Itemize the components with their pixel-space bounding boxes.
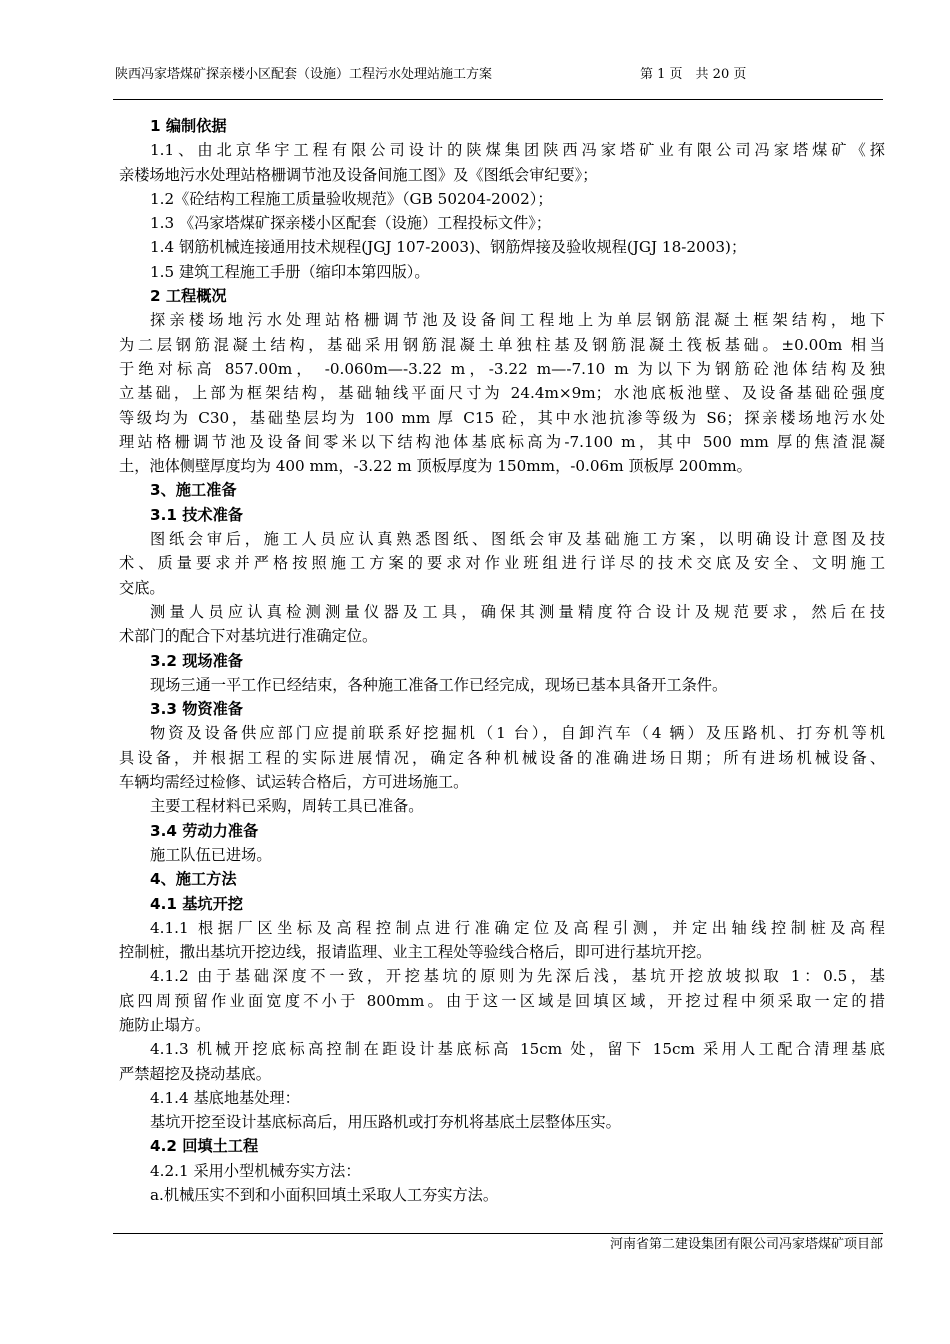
paragraph-continuation-line: 严禁超挖及挠动基底。 [119, 1064, 271, 1083]
section-heading: 1 编制依据 [150, 117, 227, 135]
section-heading: 3.2 现场准备 [150, 651, 243, 670]
paragraph-line: a.机械压实不到和小面积回填土采取人工夯实方法。 [150, 1186, 499, 1205]
paragraph-continuation-line: 车辆均需经过检修、试运转合格后，方可进场施工。 [119, 773, 469, 792]
paragraph-continuation-line: 土，池体侧壁厚度均为 400 mm，-3.22 m 顶板厚度为 150mm，-0.06m 顶板厚 200mm。 [119, 457, 752, 476]
paragraph-line: 1.5 建筑工程施工手册（缩印本第四版）。 [150, 262, 430, 281]
paragraph-continuation-line: 理站格栅调节池及设备间零米以下结构池体基底标高为-7.100 m，其中 500 mm 厚的焦渣混凝 [119, 432, 885, 451]
section-heading: 3.3 物资准备 [150, 700, 243, 719]
paragraph-line: 4.1.1 根据厂区坐标及高程控制点进行准确定位及高程引测，并定出轴线控制桩及高程 [150, 918, 885, 937]
paragraph-line: 4.1.2 由于基础深度不一致，开挖基坑的原则为先深后浅，基坑开挖放坡拟取 1：0.5，基 [150, 967, 885, 986]
paragraph-continuation-line: 施防止塌方。 [119, 1015, 211, 1034]
paragraph-continuation-line: 交底。 [119, 578, 165, 597]
paragraph-line: 4.2.1 采用小型机械夯实方法： [150, 1161, 361, 1180]
paragraph-line: 图纸会审后，施工人员应认真熟悉图纸、图纸会审及基础施工方案，以明确设计意图及技 [150, 530, 885, 549]
footer-rule [113, 1233, 883, 1234]
paragraph-line: 4.1.3 机械开挖底标高控制在距设计基底标高 15cm 处，留下 15cm 采用人工配合清理基底 [150, 1040, 885, 1059]
section-heading: 4.2 回填土工程 [150, 1137, 259, 1156]
section-heading: 3.4 劳动力准备 [150, 821, 259, 840]
section-heading: 2 工程概况 [150, 287, 227, 306]
paragraph-line: 基坑开挖至设计基底标高后，用压路机或打夯机将基底土层整体压实。 [150, 1113, 621, 1132]
paragraph-continuation-line: 具设备，并根据工程的实际进展情况，确定各种机械设备的准确进场日期；所有进场机械设备、 [119, 748, 885, 767]
paragraph-line: 现场三通一平工作已经结束，各种施工准备工作已经完成，现场已基本具备开工条件。 [150, 675, 728, 694]
paragraph-line: 探亲楼场地污水处理站格栅调节池及设备间工程地上为单层钢筋混凝土框架结构，地下 [150, 311, 885, 330]
paragraph-line: 4.1.4 基底地基处理： [150, 1088, 300, 1107]
paragraph-line: 物资及设备供应部门应提前联系好挖掘机（1 台），自卸汽车（4 辆）及压路机、打夯机等机 [150, 724, 885, 743]
paragraph-line: 测量人员应认真检测测量仪器及工具，确保其测量精度符合设计及规范要求，然后在技 [150, 602, 885, 621]
paragraph-continuation-line: 术部门的配合下对基坑进行准确定位。 [119, 627, 378, 646]
paragraph-continuation-line: 立基础，上部为框架结构，基础轴线平面尺寸为 24.4m×9m；水池底板池壁、及设备基础砼强度 [119, 384, 885, 403]
section-heading: 4、施工方法 [150, 870, 237, 889]
paragraph-continuation-line: 控制桩，撒出基坑开挖边线，报请监理、业主工程处等验线合格后，即可进行基坑开挖。 [119, 943, 712, 962]
paragraph-continuation-line: 于绝对标高 857.00m， -0.060m—-3.22 m，-3.22 m—-7.10 m 为以下为钢筋砼池体结构及独 [119, 359, 885, 378]
page-header [113, 66, 883, 88]
header-rule [113, 99, 883, 100]
page-number: 第 1 页 共 20 页 [640, 67, 747, 82]
paragraph-line: 1.3 《冯家塔煤矿探亲楼小区配套（设施）工程投标文件》； [150, 214, 552, 233]
document-title: 陕西冯家塔煤矿探亲楼小区配套（设施）工程污水处理站施工方案 [115, 67, 493, 82]
paragraph-continuation-line: 亲楼场地污水处理站格栅调节池及设备间施工图》及《图纸会审纪要》； [119, 165, 598, 184]
section-heading: 3.1 技术准备 [150, 505, 243, 524]
paragraph-continuation-line: 为二层钢筋混凝土结构，基础采用钢筋混凝土单独柱基及钢筋混凝土筏板基础。±0.00m 相当 [119, 335, 885, 354]
paragraph-continuation-line: 术、质量要求并严格按照施工方案的要求对作业班组进行详尽的技术交底及安全、文明施工 [119, 554, 885, 573]
paragraph-continuation-line: 等级均为 C30，基础垫层均为 100 mm 厚 C15 砼，其中水池抗渗等级为 S6；探亲楼场地污水处 [119, 408, 885, 427]
paragraph-line: 1.1、由北京华宇工程有限公司设计的陕煤集团陕西冯家塔矿业有限公司冯家塔煤矿《探 [150, 141, 885, 160]
footer-organization: 河南省第二建设集团有限公司冯家塔煤矿项目部 [609, 1237, 883, 1252]
paragraph-line: 1.4 钢筋机械连接通用技术规程(JGJ 107-2003)、钢筋焊接及验收规程(JGJ 18-2003)； [150, 238, 747, 257]
document-body [119, 114, 885, 1207]
paragraph-line: 1.2《砼结构工程施工质量验收规范》（GB 50204-2002）； [150, 189, 553, 208]
section-heading: 3、施工准备 [150, 481, 237, 500]
section-heading: 4.1 基坑开挖 [150, 894, 243, 913]
paragraph-line: 施工队伍已进场。 [150, 845, 272, 864]
paragraph-continuation-line: 底四周预留作业面宽度不小于 800mm。由于这一区域是回填区域，开挖过程中须采取一定的措 [119, 991, 885, 1010]
paragraph-line: 主要工程材料已采购，周转工具已准备。 [150, 797, 424, 816]
